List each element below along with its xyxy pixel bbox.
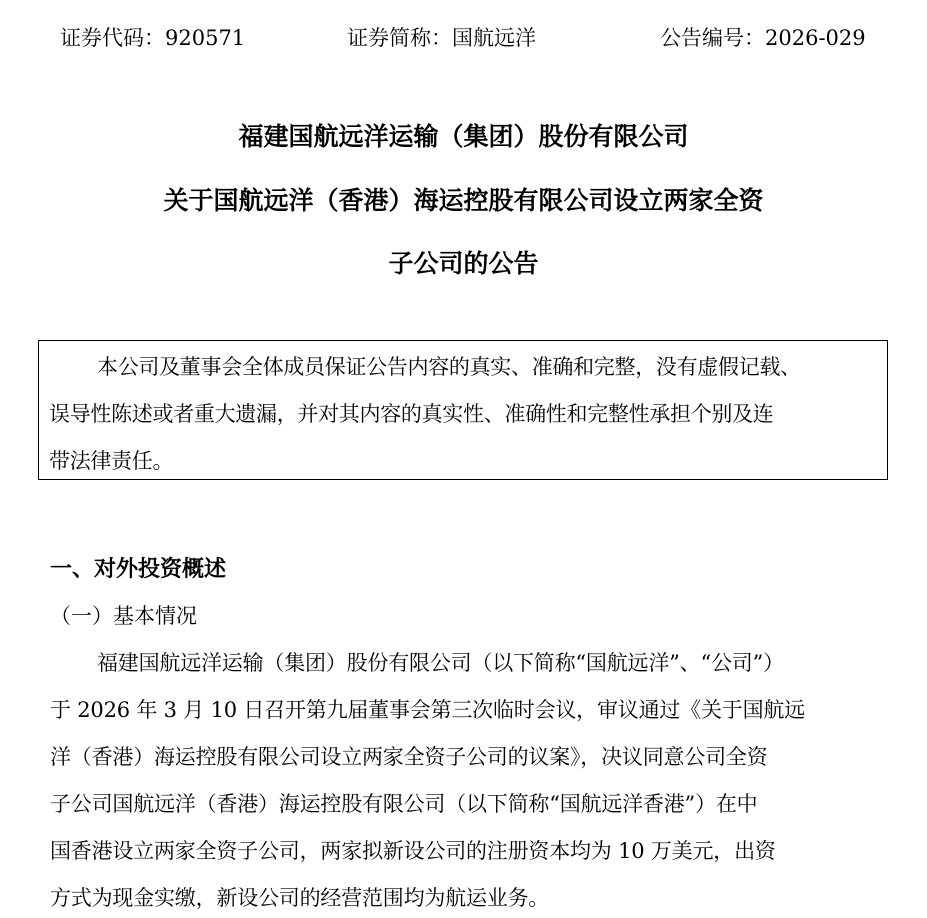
security-code: 证券代码：920571	[60, 26, 246, 50]
paragraph-line: 子公司国航远洋（香港）海运控股有限公司（以下简称“国航远洋香港”）在中	[50, 792, 758, 816]
title-company-name: 福建国航远洋运输（集团）股份有限公司	[238, 122, 689, 151]
document-header	[0, 22, 927, 54]
disclaimer-line: 本公司及董事会全体成员保证公告内容的真实、准确和完整，没有虚假记载、	[97, 355, 801, 379]
title-subject-line-2: 子公司的公告	[388, 249, 539, 278]
announcement-number: 公告编号：2026-029	[660, 26, 866, 50]
disclaimer-line: 带法律责任。	[49, 449, 174, 473]
paragraph-line: 国香港设立两家全资子公司，两家拟新设公司的注册资本均为 10 万美元，出资	[50, 839, 776, 863]
disclaimer-line: 误导性陈述或者重大遗漏，并对其内容的真实性、准确性和完整性承担个别及连	[49, 402, 774, 426]
title-subject-line-1: 关于国航远洋（香港）海运控股有限公司设立两家全资	[163, 186, 764, 215]
paragraph-line: 于 2026 年 3 月 10 日召开第九届董事会第三次临时会议，审议通过《关于国航远	[50, 698, 805, 722]
disclaimer-box	[38, 340, 888, 480]
paragraph-line: 福建国航远洋运输（集团）股份有限公司（以下简称“国航远洋”、“公司”）	[97, 651, 784, 675]
subsection-heading: （一）基本情况	[50, 604, 197, 628]
paragraph-line: 方式为现金实缴，新设公司的经营范围均为航运业务。	[50, 886, 550, 910]
section-heading: 一、对外投资概述	[50, 557, 227, 582]
paragraph-line: 洋（香港）海运控股有限公司设立两家全资子公司的议案》，决议同意公司全资	[50, 745, 768, 769]
security-abbreviation: 证券简称：国航远洋	[347, 26, 536, 50]
